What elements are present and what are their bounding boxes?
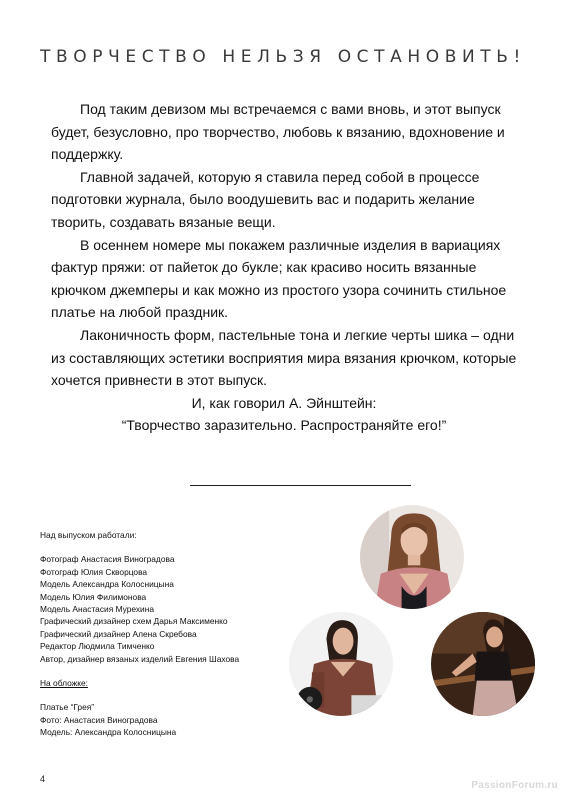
photo-woman-dark-top — [431, 612, 535, 716]
page-number: 4 — [40, 774, 46, 784]
paragraph: В осеннем номере мы покажем различные изделия в вариациях фактур пряжи: от пайеток до букле; как красиво носить вязанные крючком джемперы и как можно из простого узора сочинить стильное платье на любой праздник. — [51, 236, 507, 321]
divider — [190, 485, 411, 486]
credit-line: Фотограф Анастасия Виноградова — [40, 554, 175, 565]
cover-line: Фото: Анастасия Виноградова — [40, 714, 158, 725]
photo-woman-brown-sweater — [289, 612, 393, 716]
paragraph: Главной задачей, которую я ставила перед собой в процессе подготовки журнала, было воодушевить вас и подарить желание творить, создавать вязаные вещи. — [51, 168, 480, 230]
paragraph: Под таким девизом мы встречаемся с вами вновь, и этот выпуск будет, безусловно, про творчество, любовь к вязанию, вдохновение и поддержку. — [51, 101, 505, 163]
photo-woman-dark-top-icon — [431, 612, 535, 716]
credit-line: Редактор Людмила Тимченко — [40, 641, 155, 652]
credit-line: Модель Анастасия Мурехина — [40, 604, 155, 615]
credit-line: Графический дизайнер Алена Скребова — [40, 628, 197, 639]
photo-woman-brown-sweater-icon — [289, 612, 393, 716]
paragraph: Лаконичность форм, пастельные тона и легкие черты шика – одни из составляющих эстетики восприятия мира вязания крючком, которые хочется привнести в этот выпуск. — [51, 326, 517, 389]
cover-heading: На обложке: — [40, 678, 89, 689]
editorial-text — [51, 98, 517, 437]
cover-line: Модель: Александра Колосницына — [40, 727, 177, 738]
quote: “Творчество заразительно. Распространяйте его!” — [121, 417, 447, 434]
quote-intro: И, как говорил А. Эйнштейн: — [191, 394, 377, 411]
watermark: PassionForum.ru — [471, 780, 558, 791]
credit-line: Модель Александра Колосницына — [40, 579, 174, 590]
credits-block — [40, 529, 310, 739]
credit-line: Автор, дизайнер вязаных изделий Евгения Шахова — [40, 653, 240, 664]
photo-woman-pink-cardigan-icon — [360, 505, 464, 609]
photo-woman-pink-cardigan — [360, 505, 464, 609]
credit-line: Фотограф Юлия Скворцова — [40, 566, 148, 577]
cover-line: Платье “Грея” — [40, 702, 95, 713]
page-title: ТВОРЧЕСТВО НЕЛЬЗЯ ОСТАНОВИТЬ! — [40, 47, 526, 67]
credits-heading: Над выпуском работали: — [40, 530, 137, 540]
credit-line: Графический дизайнер схем Дарья Максименко — [40, 616, 228, 627]
credit-line: Модель Юлия Филимонова — [40, 591, 147, 602]
